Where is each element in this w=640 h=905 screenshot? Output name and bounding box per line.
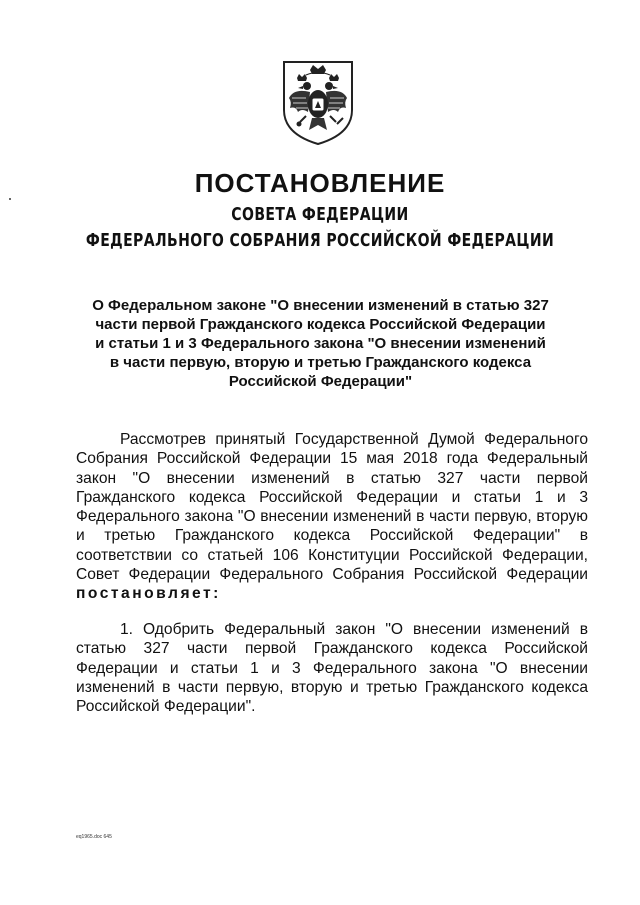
issuer-line-2: ФЕДЕРАЛЬНОГО СОБРАНИЯ РОССИЙСКОЙ ФЕДЕРАЦИИ — [85, 230, 555, 251]
document-title: ПОСТАНОВЛЕНИЕ — [194, 168, 446, 198]
document-code: eq1965.doc 645 — [76, 834, 112, 840]
coat-of-arms-emblem-icon — [280, 58, 356, 146]
preamble-text: Рассмотрев принятый Государственной Думой Федерального Собрания Российской Федерации 15 мая 2018 года Федеральный закон "О внесении изменений в статью 327 части первой Гражданского кодекса Российской Федерации и статьи 1 и 3 Федерального закона "О внесении изменений в части первую, вторую и третью Гражданского кодекса Российской Федерации" в соответствии со статьей 106 Конституции Российской Федерации, Совет Федерации Федерального Собрания Российской Федерации — [76, 431, 588, 584]
subject-line: О Федеральном законе "О внесении изменений в статью 327 — [92, 297, 549, 314]
subject-line: в части первую, вторую и третью Гражданского кодекса — [109, 354, 532, 371]
subject-line: части первой Гражданского кодекса Российской Федерации — [95, 316, 546, 333]
subject-line: и статьи 1 и 3 Федерального закона "О внесении изменений — [95, 335, 546, 352]
subject-line: Российской Федерации" — [228, 373, 413, 390]
issuer-line-1: СОВЕТА ФЕДЕРАЦИИ — [231, 204, 409, 225]
resolution-keyword: постановляет: — [76, 585, 221, 603]
preamble-paragraph — [76, 430, 588, 604]
resolution-item-1: 1. Одобрить Федеральный закон "О внесении изменений в статью 327 части первой Гражданского кодекса Российской Федерации и статьи 1 и 3 Федерального закона "О внесении изменений в части первую, вторую и третью Гражданского кодекса Российской Федерации". — [76, 621, 588, 716]
document-subject — [68, 296, 573, 391]
